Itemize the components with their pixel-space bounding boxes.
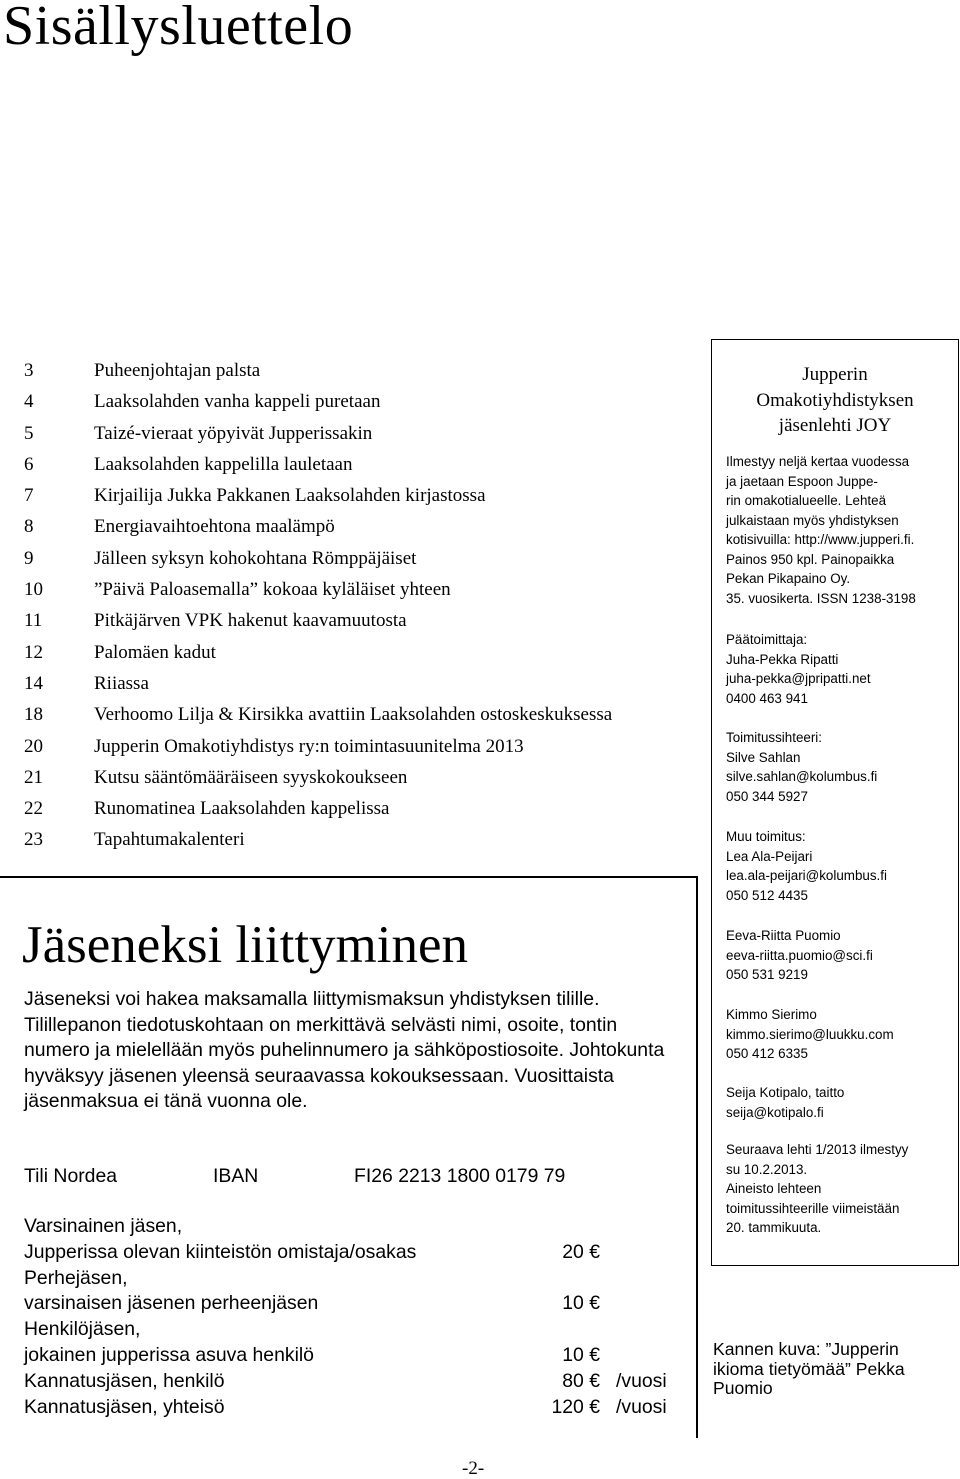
fee-line bbox=[24, 1214, 684, 1240]
toc-row bbox=[24, 796, 704, 827]
fee-line bbox=[24, 1291, 684, 1317]
info-line: juha-pekka@jpripatti.net bbox=[726, 671, 871, 686]
fee-line bbox=[24, 1266, 684, 1292]
info-line: 050 344 5927 bbox=[726, 788, 808, 804]
info-line: kimmo.sierimo@luukku.com bbox=[726, 1026, 894, 1042]
info-line: Toimitussihteeri: bbox=[726, 730, 822, 745]
toc-row bbox=[24, 389, 704, 420]
bank-account: Tili Nordea bbox=[24, 1165, 118, 1187]
info-line: Ilmestyy neljä kertaa vuodessa bbox=[726, 454, 910, 469]
toc-page-number: 10 bbox=[24, 579, 43, 601]
info-line: Seija Kotipalo, taitto bbox=[726, 1085, 845, 1100]
info-line: 050 531 9219 bbox=[726, 967, 808, 982]
info-line: kotisivuilla: http://www.jupperi.fi. bbox=[726, 532, 915, 547]
fee-line bbox=[24, 1369, 684, 1395]
toc-title: Verhoomo Lilja & Kirsikka avattiin Laaksolahden ostoskeskuksessa bbox=[94, 704, 613, 726]
fee-label: Jupperissa olevan kiinteistön omistaja/osakas bbox=[24, 1240, 417, 1263]
fee-label: Perhejäsen, bbox=[24, 1266, 128, 1289]
toc-row bbox=[24, 671, 704, 702]
toc-page-number: 23 bbox=[24, 829, 43, 851]
toc-title: Laaksolahden vanha kappeli puretaan bbox=[94, 391, 381, 413]
toc-title: Riiassa bbox=[94, 672, 149, 694]
toc-row bbox=[24, 734, 704, 765]
fee-price: 120 € bbox=[551, 1395, 600, 1418]
iban-label: IBAN bbox=[213, 1165, 259, 1187]
fee-label: jokainen jupperissa asuva henkilö bbox=[24, 1343, 314, 1366]
toc-page-number: 9 bbox=[24, 547, 34, 569]
toc-page-number: 12 bbox=[24, 641, 43, 663]
info-line: silve.sahlan@kolumbus.fi bbox=[726, 769, 878, 784]
toc-row bbox=[24, 546, 704, 577]
toc-page-number: 11 bbox=[24, 610, 43, 632]
toc-row bbox=[24, 640, 704, 671]
cover-caption bbox=[713, 1340, 953, 1399]
info-header-line: Jupperin bbox=[802, 364, 868, 385]
info-line: Eeva-Riitta Puomio bbox=[726, 928, 841, 943]
publication-info-box bbox=[711, 339, 959, 1266]
toc-row bbox=[24, 765, 704, 796]
fee-line bbox=[24, 1395, 684, 1421]
fee-unit: /vuosi bbox=[616, 1395, 667, 1418]
info-line: 0400 463 941 bbox=[726, 690, 808, 706]
info-line: seija@kotipalo.fi bbox=[726, 1104, 824, 1120]
info-line: Seuraava lehti 1/2013 ilmestyy bbox=[726, 1142, 909, 1157]
toc-page-number: 7 bbox=[24, 485, 34, 507]
toc-title: Pitkäjärven VPK hakenut kaavamuutosta bbox=[94, 610, 407, 632]
fee-line bbox=[24, 1317, 684, 1343]
fee-price: 10 € bbox=[562, 1343, 600, 1366]
toc-page-number: 5 bbox=[24, 422, 34, 444]
fee-list bbox=[24, 1214, 684, 1420]
info-line: Päätoimittaja: bbox=[726, 632, 808, 647]
toc-row bbox=[24, 608, 704, 639]
fee-label: varsinaisen jäsenen perheenjäsen bbox=[24, 1292, 319, 1315]
toc-page-number: 8 bbox=[24, 516, 34, 538]
toc-page-number: 6 bbox=[24, 453, 34, 475]
info-section bbox=[726, 630, 958, 708]
info-line: Aineisto lehteen bbox=[726, 1181, 822, 1196]
cover-caption-line: ikioma tietyömää” Pekka bbox=[713, 1358, 905, 1379]
info-line: julkaistaan myös yhdistyksen bbox=[726, 512, 899, 528]
info-line: Pekan Pikapaino Oy. bbox=[726, 571, 851, 586]
membership-box bbox=[0, 876, 698, 1438]
toc-row bbox=[24, 421, 704, 452]
info-section bbox=[726, 1005, 958, 1064]
toc-title: ”Päivä Paloasemalla” kokoaa kyläläiset yhteen bbox=[94, 579, 451, 601]
toc-page-number: 18 bbox=[24, 704, 43, 726]
cover-caption-line: Puomio bbox=[713, 1378, 773, 1399]
toc-title: Palomäen kadut bbox=[94, 641, 216, 663]
toc-title: Laaksolahden kappelilla lauletaan bbox=[94, 453, 353, 475]
toc-title: Puheenjohtajan palsta bbox=[94, 360, 261, 381]
info-line: Painos 950 kpl. Painopaikka bbox=[726, 551, 895, 567]
toc-row bbox=[24, 577, 704, 608]
info-line: 050 512 4435 bbox=[726, 887, 808, 903]
toc-title: Tapahtumakalenteri bbox=[94, 829, 245, 851]
toc-page-number: 22 bbox=[24, 798, 43, 820]
fee-label: Varsinainen jäsen, bbox=[24, 1215, 183, 1237]
fee-unit: /vuosi bbox=[616, 1369, 667, 1392]
toc-title: Kirjailija Jukka Pakkanen Laaksolahden kirjastossa bbox=[94, 485, 486, 507]
toc-page-number: 14 bbox=[24, 672, 43, 694]
membership-title: Jäseneksi liittyminen bbox=[22, 916, 469, 974]
info-line: toimitussihteerille viimeistään bbox=[726, 1200, 900, 1216]
iban-number: FI26 2213 1800 0179 79 bbox=[354, 1165, 566, 1187]
info-line: Lea Ala-Peijari bbox=[726, 848, 813, 864]
fee-price: 20 € bbox=[562, 1240, 600, 1263]
toc-page-number: 3 bbox=[24, 360, 34, 381]
info-header-line: jäsenlehti JOY bbox=[778, 415, 892, 436]
toc-row bbox=[24, 358, 704, 389]
fee-price: 80 € bbox=[562, 1369, 600, 1392]
toc-title: Jupperin Omakotiyhdistys ry:n toimintasuunitelma 2013 bbox=[94, 735, 524, 757]
toc-page-number: 21 bbox=[24, 766, 43, 788]
info-section bbox=[726, 827, 958, 905]
info-line: lea.ala-peijari@kolumbus.fi bbox=[726, 868, 887, 883]
fee-label: Henkilöjäsen, bbox=[24, 1318, 141, 1341]
fee-label: Kannatusjäsen, henkilö bbox=[24, 1369, 225, 1392]
cover-caption-line: Kannen kuva: ”Jupperin bbox=[713, 1339, 899, 1359]
info-line: Kimmo Sierimo bbox=[726, 1007, 817, 1022]
fee-line bbox=[24, 1240, 684, 1266]
page-number: -2- bbox=[462, 1458, 485, 1479]
table-of-contents bbox=[24, 358, 704, 859]
toc-title: Taizé-vieraat yöpyivät Jupperissakin bbox=[94, 422, 373, 444]
fee-line bbox=[24, 1343, 684, 1369]
toc-page-number: 20 bbox=[24, 735, 43, 757]
info-line: 20. tammikuuta. bbox=[726, 1220, 822, 1235]
info-line: rin omakotialueelle. Lehteä bbox=[726, 493, 887, 508]
toc-row bbox=[24, 827, 704, 858]
info-line: su 10.2.2013. bbox=[726, 1161, 808, 1177]
fee-price: 10 € bbox=[562, 1292, 600, 1315]
page-title: Sisällysluettelo bbox=[3, 0, 354, 57]
info-header bbox=[712, 362, 958, 439]
info-line: Silve Sahlan bbox=[726, 749, 801, 765]
info-section bbox=[726, 728, 958, 806]
info-section bbox=[726, 1083, 958, 1122]
info-header-line: Omakotiyhdistyksen bbox=[756, 389, 914, 411]
toc-row bbox=[24, 702, 704, 733]
toc-row bbox=[24, 452, 704, 483]
toc-title: Runomatinea Laaksolahden kappelissa bbox=[94, 798, 390, 820]
toc-row bbox=[24, 514, 704, 545]
toc-title: Kutsu sääntömääräiseen syyskokoukseen bbox=[94, 766, 408, 788]
membership-text: Jäseneksi voi hakea maksamalla liittymismaksun yhdistyksen tilille. Tilillepanon tiedotuskohtaan on merkittävä selvästi nimi, osoite, tontin numero ja mielellään myös puhelinnumero ja sähköpostiosoite. Johtokunta hyväksyy jäsenen yleensä seuraavassa kokouksessaan. Vuosittaista jäsenmaksua ei tänä vuonna ole. bbox=[24, 988, 665, 1113]
toc-title: Jälleen syksyn kohokohtana Römppäjäiset bbox=[94, 547, 417, 569]
fee-label: Kannatusjäsen, yhteisö bbox=[24, 1395, 225, 1418]
toc-row bbox=[24, 483, 704, 514]
info-line: eeva-riitta.puomio@sci.fi bbox=[726, 947, 873, 963]
info-line: Muu toimitus: bbox=[726, 829, 806, 844]
info-line: ja jaetaan Espoon Juppe- bbox=[726, 473, 878, 489]
info-line: 050 412 6335 bbox=[726, 1046, 808, 1061]
info-line: 35. vuosikerta. ISSN 1238-3198 bbox=[726, 590, 916, 606]
toc-page-number: 4 bbox=[24, 391, 34, 413]
info-section bbox=[726, 926, 958, 985]
info-line: Juha-Pekka Ripatti bbox=[726, 651, 839, 667]
toc-title: Energiavaihtoehtona maalämpö bbox=[94, 516, 335, 538]
info-section bbox=[726, 1140, 958, 1238]
info-section bbox=[726, 452, 958, 608]
